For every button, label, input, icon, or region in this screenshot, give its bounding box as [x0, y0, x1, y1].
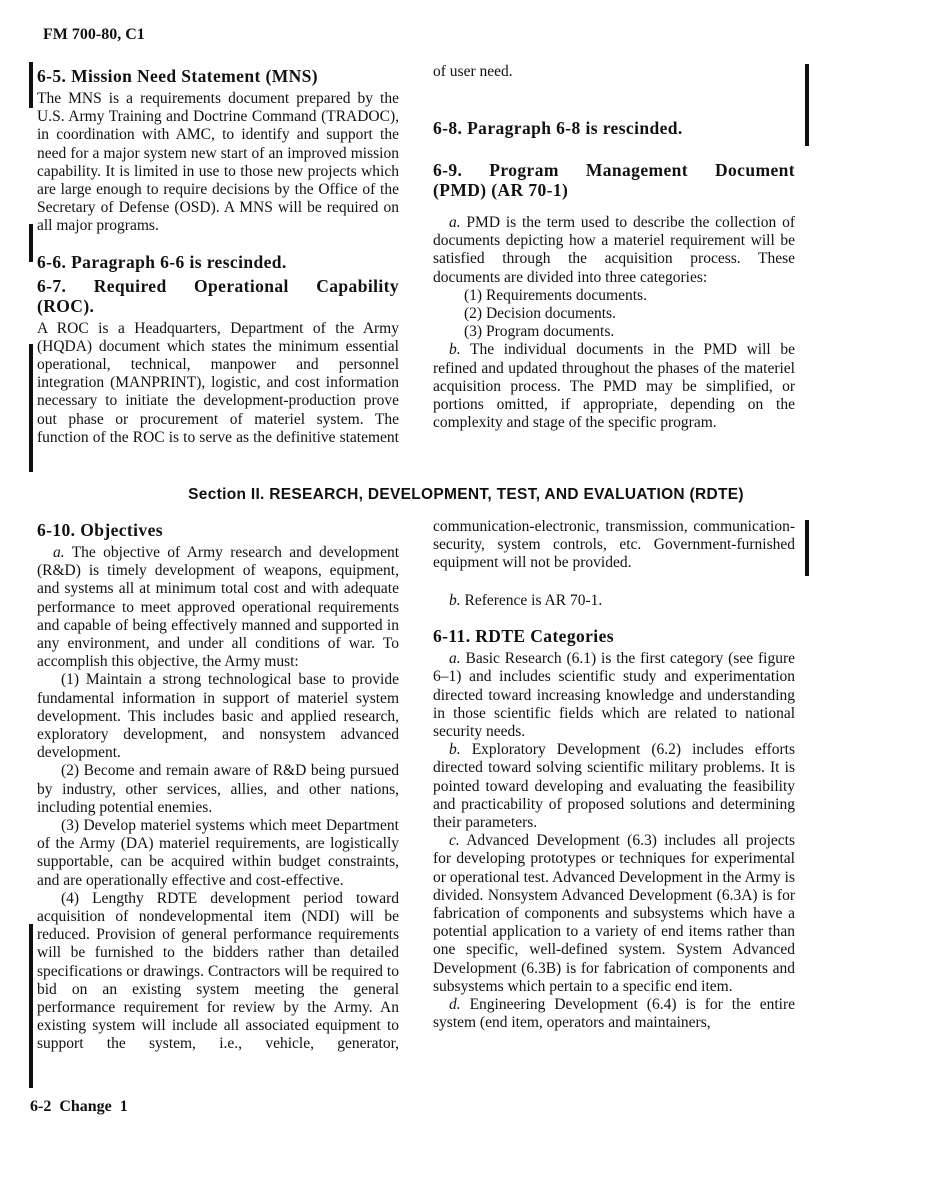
section-6-7-title-line2: (ROC). — [37, 295, 95, 316]
para-text: The objective of Army research and development (R&D) is timely development of weapons, equipment, and systems all at minimum total cost and with adequate performance to meet approved operational requirements and capable of being effectively manned and supported in any environment, and under all conditions of war. To accomplish this objective, the Army must: — [37, 544, 399, 671]
para-marker: b. — [449, 341, 461, 359]
section-6-10-para-b — [433, 592, 795, 610]
section-6-6-title: 6-6. Paragraph 6-6 is rescinded. — [37, 251, 287, 272]
section-ii-heading: Section II. RESEARCH, DEVELOPMENT, TEST, AND EVALUATION (RDTE) — [188, 486, 744, 503]
section-6-7-continuation — [433, 64, 795, 102]
para-text: Engineering Development (6.4) is for the entire system (end item, operators and maintainers, — [433, 996, 795, 1032]
change-bar — [29, 62, 33, 108]
pmd-category-list — [433, 287, 795, 342]
section-6-10-title: 6-10. Objectives — [37, 520, 163, 540]
change-bar — [29, 924, 33, 1088]
para-marker: a. — [449, 650, 461, 668]
upper-right-column — [433, 66, 795, 432]
lower-right-column — [433, 518, 795, 1032]
page-number: 6-2 — [30, 1098, 52, 1115]
para-text: The individual documents in the PMD will be refined and updated throughout the phases of the materiel acquisition process. The PMD may be simplified, or portions omitted, if appropriate, depending on the complexity and stage of the specific program. — [433, 341, 795, 432]
change-bar — [805, 64, 809, 146]
list-item: (2) Decision documents. — [464, 305, 616, 323]
objective-item-3: (3) Develop materiel systems which meet Department of the Army (DA) materiel requirements, are logistically supportable, can be acquired within budget constraints, and are operationally effective and cost-effective. — [37, 817, 399, 889]
section-6-11-para-d — [433, 996, 795, 1032]
change-label: Change 1 — [59, 1098, 128, 1115]
objective-item-2: (2) Become and remain aware of R&D being pursued by industry, other services, allies, and other nations, including potential enemies. — [37, 762, 399, 816]
para-marker: d. — [449, 996, 461, 1014]
section-6-7-title-line1: 6-7. Required Operational Capability — [37, 275, 399, 296]
section-6-8-title: 6-8. Paragraph 6-8 is rescinded. — [433, 118, 683, 138]
upper-left-column — [37, 66, 399, 446]
list-item: (3) Program documents. — [464, 323, 615, 341]
para-marker: a. — [449, 214, 461, 231]
para-marker: b. — [449, 741, 461, 759]
para-marker: a. — [53, 544, 65, 561]
section-6-11-title: 6-11. RDTE Categories — [433, 626, 614, 647]
page-footer — [30, 1098, 128, 1116]
section-6-9-para-b — [433, 341, 795, 432]
section-6-10-para-a — [37, 544, 399, 671]
objective-item-4-continuation — [433, 518, 795, 592]
item4-tail: communication-electronic, transmission, communication-security, system controls, etc. Government-furnished equipment will not be provided. — [433, 518, 795, 572]
change-bar — [29, 344, 33, 472]
list-item: (1) Requirements documents. — [464, 286, 647, 304]
section-6-5-title: 6-5. Mission Need Statement (MNS) — [37, 66, 319, 86]
objective-item-1: (1) Maintain a strong technological base to provide fundamental information in support of materiel system development. This includes basic and applied research, exploratory development, and nonsystem advanced development. — [37, 671, 399, 762]
document-id: FM 700-80, C1 — [43, 26, 145, 43]
para-text: PMD is the term used to describe the collection of documents depicting how a materiel requirement will be satisfied through the acquisition process. These documents are divided into three categories: — [433, 214, 795, 286]
para-text: Exploratory Development (6.2) includes efforts directed toward solving scientific military problems. It is pointed toward developing and evaluating the feasibility and practicability of proposed solutions and determining their parameters. — [433, 741, 795, 832]
section-6-5-body: The MNS is a requirements document prepared by the U.S. Army Training and Doctrine Command (TRADOC), in coordination with AMC, to identify and support the need for a major system new start of an improved mission capability. It is limited in use to those new projects which are large enough to require decisions by the Office of the Secretary of Defense (OSD). A MNS will be required on all major programs. — [37, 90, 399, 235]
change-bar — [29, 224, 33, 262]
section-6-7-body: A ROC is a Headquarters, Department of the Army (HQDA) document which states the minimum essential operational, technical, manpower and personnel integration (MANPRINT), logistic, and cost information necessary to initiate the development-production prove out phase or procurement of materiel system. The function of the ROC is to serve as the definitive statement — [37, 319, 399, 446]
section-6-9-title-line2: (PMD) (AR 70-1) — [433, 180, 569, 200]
para-marker: c. — [449, 832, 460, 850]
para-text: Advanced Development (6.3) includes all projects for developing prototypes or techniques for experimental or operational test. Advanced Development in the Army is divided. Nonsystem Advanced Development (6.3A) is for fabrication of components and subsystems which have a potential application to a variety of end items rather than one specific, well-defined system. System Advanced Development (6.3B) is for fabrication of components and subsystems which pertain to a specific end item. — [433, 832, 795, 995]
section-6-11-para-b — [433, 741, 795, 832]
section-6-11-para-a — [433, 650, 795, 741]
objective-item-4: (4) Lengthy RDTE development period toward acquisition of nondevelopmental item (NDI) will be reduced. Provision of general performance requirements will be furnished to the bidders rather than detailed specifications or drawings. Contractors will be required to bid on an existing system meeting the general performance requirement for review by the Army. An existing system will include all associated equipment to support the system, i.e., vehicle, generator, — [37, 889, 399, 1053]
para-text: Reference is AR 70-1. — [460, 592, 603, 609]
lower-left-column — [37, 520, 399, 1054]
change-bar — [805, 520, 809, 576]
para-marker: b. — [449, 592, 461, 609]
roc-body-tail: of user need. — [433, 64, 513, 81]
para-text: Basic Research (6.1) is the first category (see figure 6–1) and includes scientific study and experimentation directed toward increasing knowledge and understanding in those scientific fields which are related to national security needs. — [433, 650, 795, 741]
section-6-11-para-c — [433, 832, 795, 996]
section-6-9-para-a — [433, 214, 795, 287]
section-6-9-title-line1: 6-9. Program Management Document — [433, 160, 795, 180]
